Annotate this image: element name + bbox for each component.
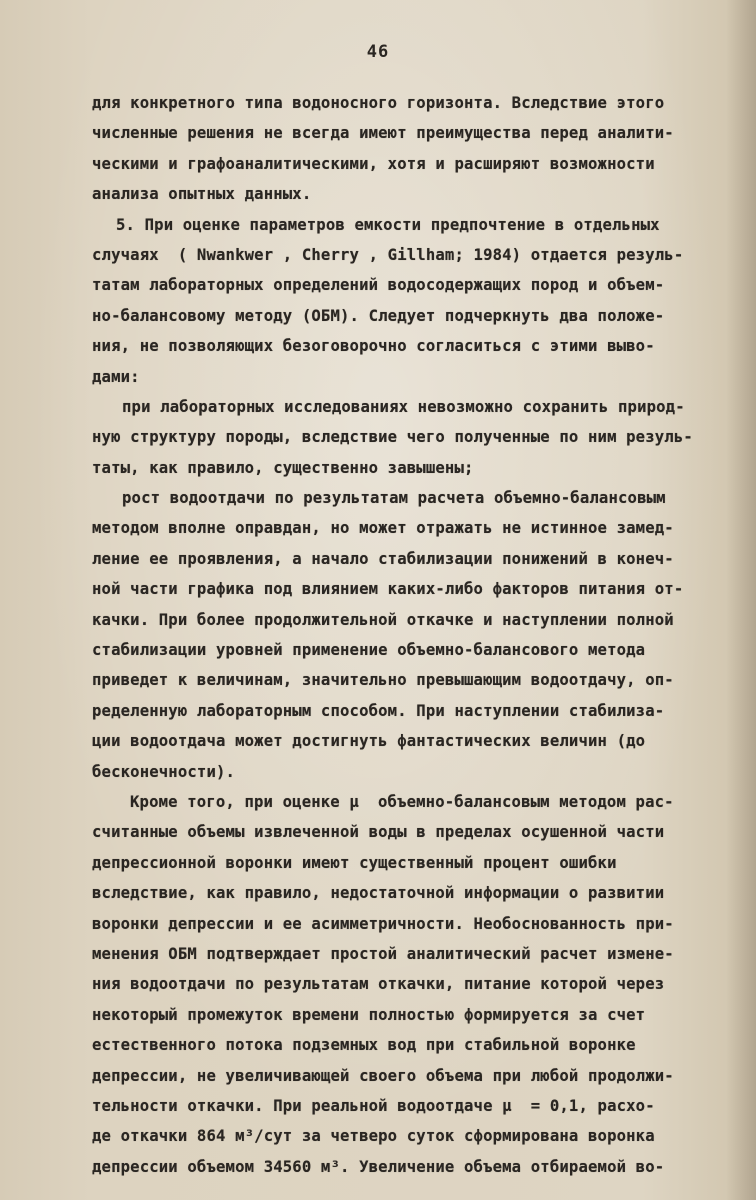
text-line: ческими и графоаналитическими, хотя и расширяют возможности [92, 154, 655, 173]
paragraph-start-line: рост водоотдачи по результатам расчета объемно-балансовым [122, 489, 666, 508]
text-line: ление ее проявления, а начало стабилизации понижений в конеч- [92, 549, 674, 568]
paragraph-start-line: 5. При оценке параметров емкости предпочтение в отдельных [116, 215, 660, 234]
text-line: ной части графика под влиянием каких-либо факторов питания от- [92, 580, 684, 599]
text-line: де откачки 864 м³/сут за четверо суток сформирована воронка [92, 1127, 655, 1146]
text-line: ную структуру породы, вследствие чего полученные по ним резуль- [92, 428, 693, 447]
text-line: вследствие, как правило, недостаточной информации о развитии [92, 884, 665, 903]
text-line: но-балансовому методу (ОБМ). Следует подчеркнуть два положе- [92, 306, 665, 325]
page-number: 46 [366, 42, 390, 62]
text-line: случаях ( Nwankwer , Cherry , Gillham; 1984) отдается резуль- [92, 245, 684, 264]
paragraph-start-line: Кроме того, при оценке μ объемно-балансовым методом рас- [130, 792, 674, 811]
text-line: ции водоотдача может достигнуть фантастических величин (до [92, 732, 646, 751]
text-line: качки. При более продолжительной откачке и наступлении полной [92, 610, 674, 629]
text-line: для конкретного типа водоносного горизонта. Вследствие этого [92, 94, 665, 112]
text-line: численные решения не всегда имеют преимущества перед аналити- [92, 124, 674, 143]
text-line: депрессии объемом 34560 м³. Увеличение объема отбираемой во- [92, 1157, 665, 1176]
text-line: тельности откачки. При реальной водоотдаче μ = 0,1, расхо- [92, 1096, 655, 1115]
text-line: считанные объемы извлеченной воды в пределах осушенной части [92, 823, 665, 842]
text-line: приведет к величинам, значительно превышающим водоотдачу, оп- [92, 671, 674, 690]
text-line: некоторый промежуток времени полностью формируется за счет [92, 1005, 646, 1024]
text-line: таты, как правило, существенно завышены; [92, 458, 474, 477]
paragraph-start-line: при лабораторных исследованиях невозможно сохранить природ- [122, 397, 685, 416]
text-line: воронки депрессии и ее асимметричности. Необоснованность при- [92, 914, 674, 933]
text-line: стабилизации уровней применение объемно-балансового метода [92, 641, 646, 660]
text-line: естественного потока подземных вод при стабильной воронке [92, 1036, 636, 1055]
text-line: бесконечности). [92, 762, 236, 781]
text-line: анализа опытных данных. [92, 185, 312, 204]
text-line: депрессионной воронки имеют существенный процент ошибки [92, 853, 617, 872]
text-line: ния, не позволяющих безоговорочно согласиться с этими выво- [92, 337, 655, 356]
text-line: ния водоотдачи по результатам откачки, питание которой через [92, 975, 665, 994]
text-line: методом вполне оправдан, но может отражать не истинное замед- [92, 519, 674, 538]
text-line: татам лабораторных определений водосодержащих пород и объем- [92, 276, 665, 295]
text-line: депрессии, не увеличивающей своего объема при любой продолжи- [92, 1066, 674, 1085]
text-line: ределенную лабораторным способом. При наступлении стабилиза- [92, 701, 665, 720]
text-line: менения ОБМ подтверждает простой аналитический расчет измене- [92, 944, 674, 963]
text-line: дами: [92, 367, 140, 386]
body-text [92, 88, 756, 1182]
